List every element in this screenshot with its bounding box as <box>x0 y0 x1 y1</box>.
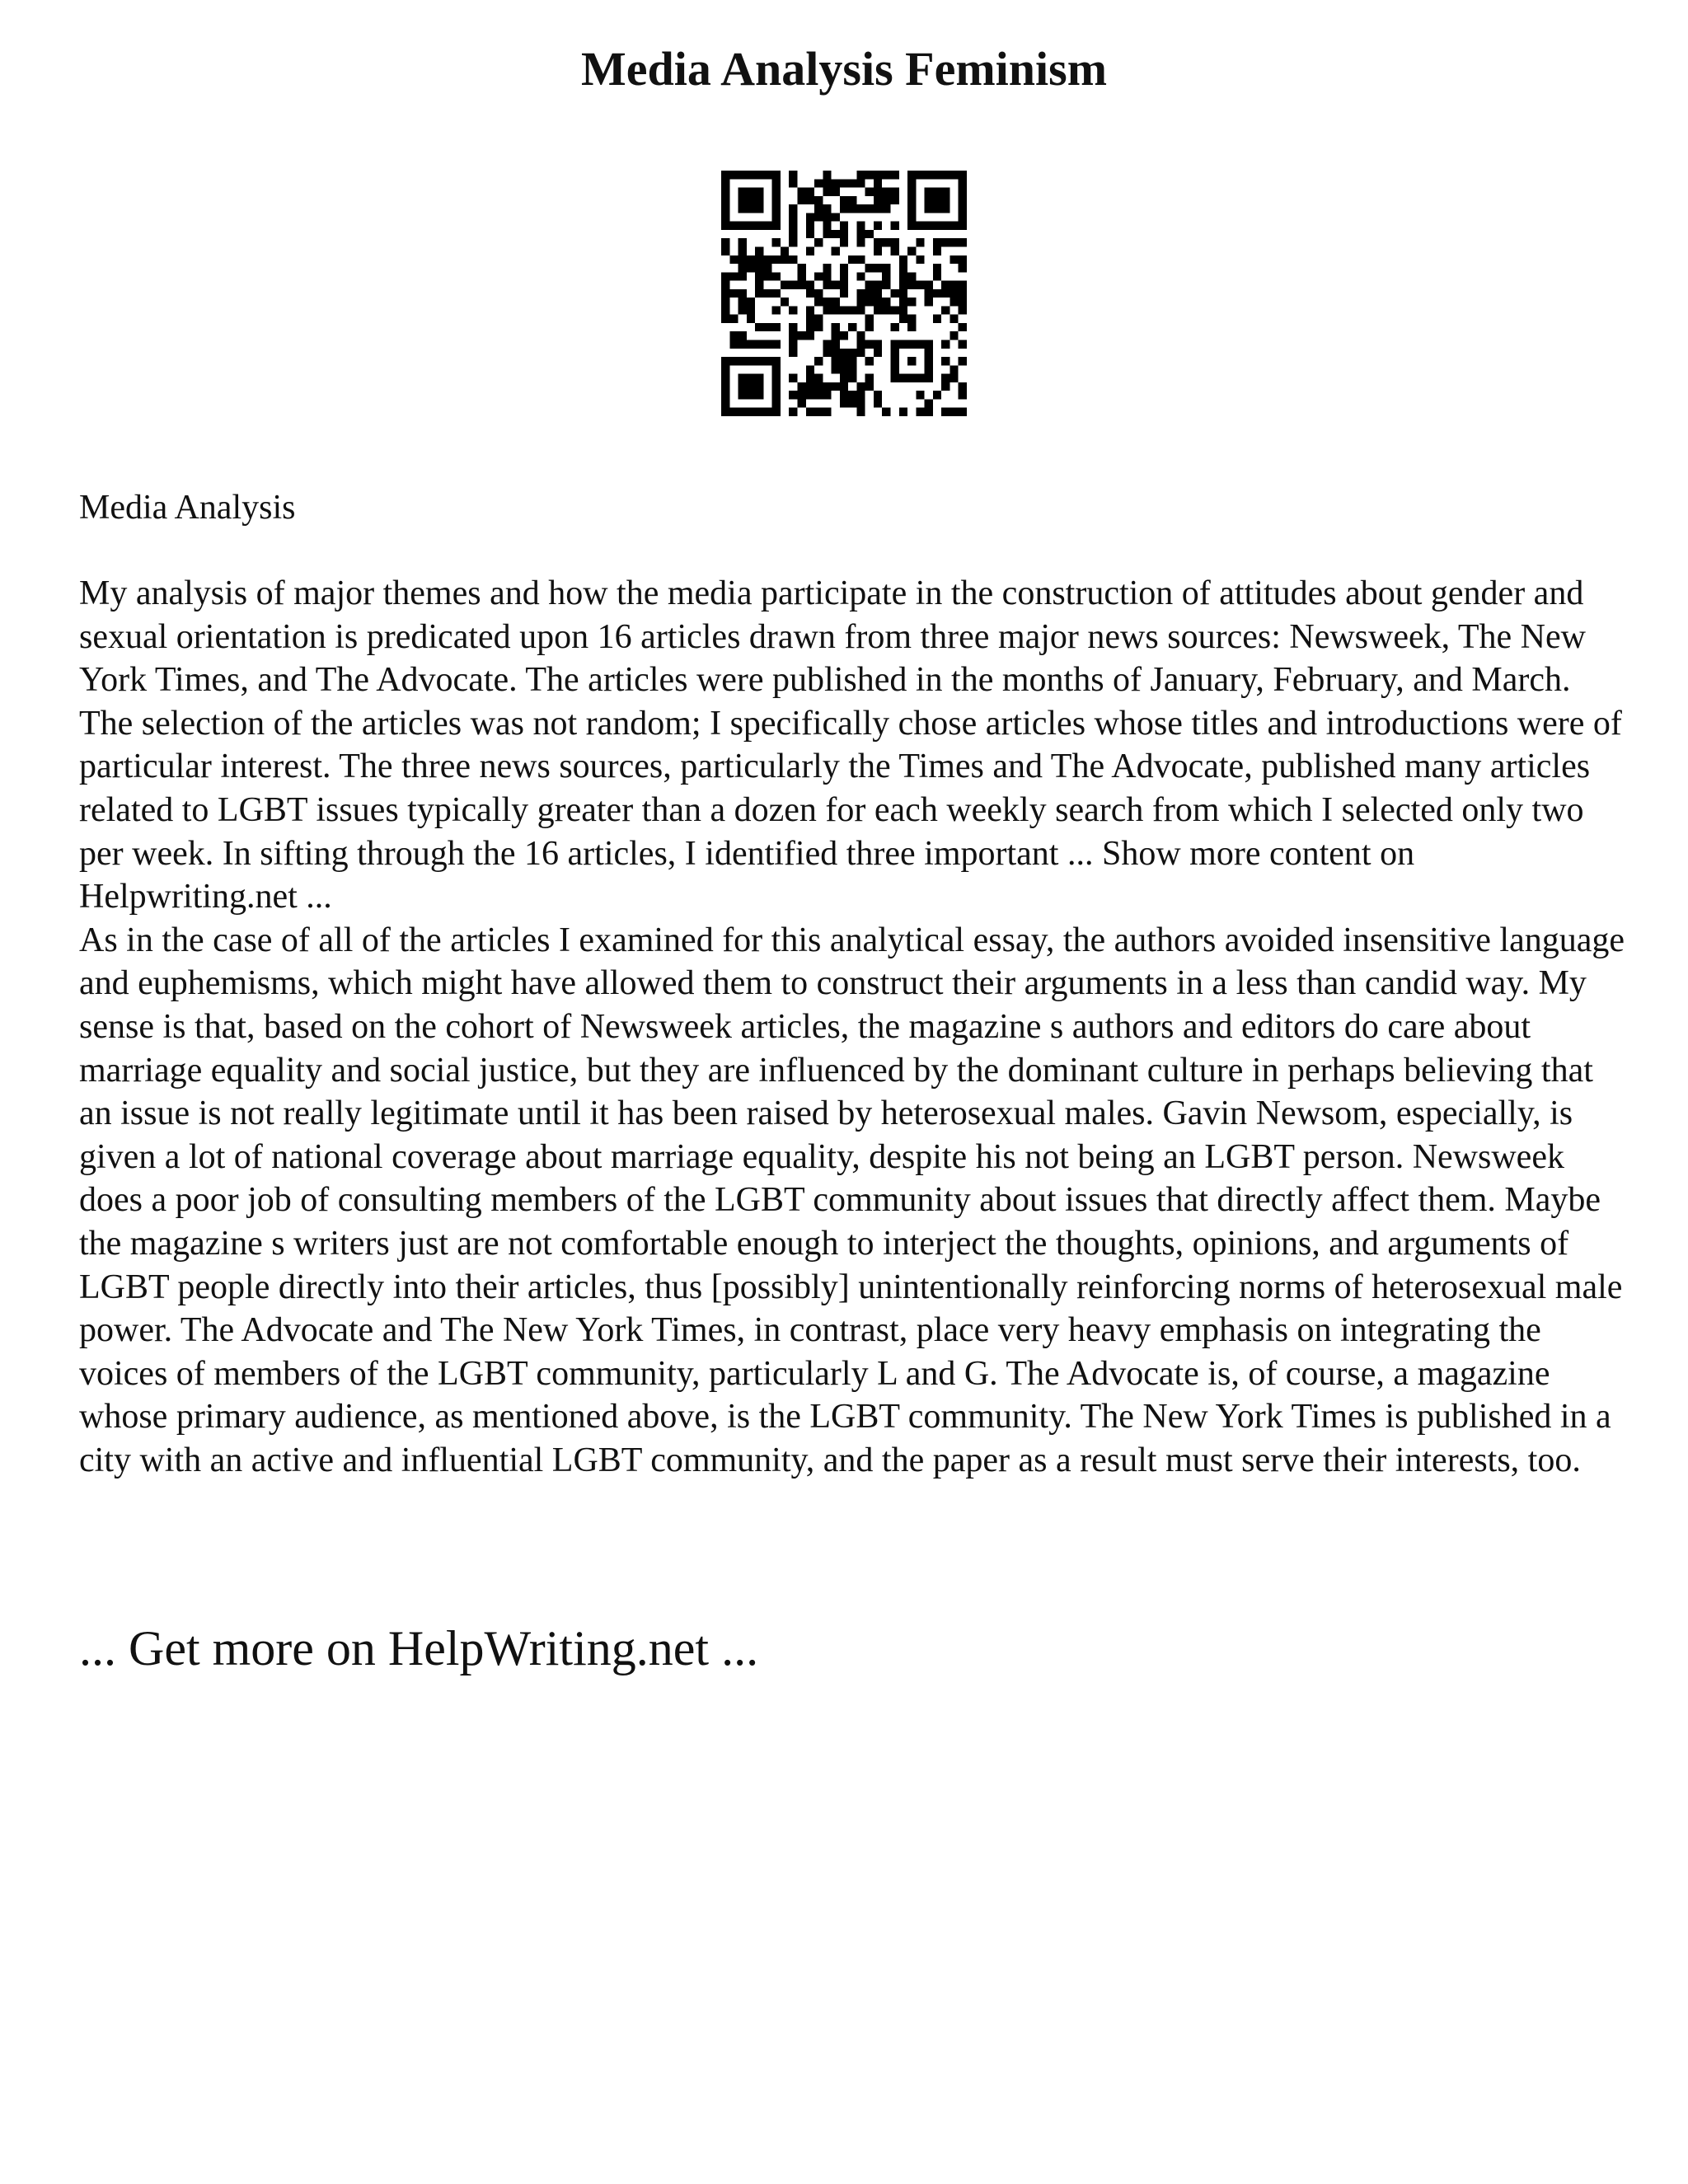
essay-body <box>79 572 1629 1482</box>
get-more-link[interactable]: ... Get more on HelpWriting.net ... <box>79 1621 759 1675</box>
qr-code-icon <box>721 171 967 416</box>
paragraph-2: As in the case of all of the articles I examined for this analytical essay, the authors avoided insensitive language and euphemisms, which might have allowed them to construct their arguments in a less than candid way. My sense is that, based on the cohort of Newsweek articles, the magazine s authors and editors do care about marriage equality and social justice, but they are influenced by the dominant culture in perhaps believing that an issue is not really legitimate until it has been raised by heterosexual males. Gavin Newsom, especially, is given a lot of national coverage about marriage equality, despite his not being an LGBT person. Newsweek does a poor job of consulting members of the LGBT community about issues that directly affect them. Maybe the magazine s writers just are not comfortable enough to interject the thoughts, opinions, and arguments of LGBT people directly into their articles, thus [possibly] unintentionally reinforcing norms of heterosexual male power. The Advocate and The New York Times, in contrast, place very heavy emphasis on integrating the voices of members of the LGBT community, particularly L and G. The Advocate is, of course, a magazine whose primary audience, as mentioned above, is the LGBT community. The New York Times is published in a city with an active and influential LGBT community, and the paper as a result must serve their interests, too. <box>79 921 1625 1479</box>
paragraph-1: My analysis of major themes and how the media participate in the construction of attitudes about gender and sexual orientation is predicated upon 16 articles drawn from three major news sources: Newsweek, The New York Times, and The Advocate. The articles were published in the months of January, February, and March. The selection of the articles was not random; I specifically chose articles whose titles and introductions were of particular interest. The three news sources, particularly the Times and The Advocate, published many articles related to LGBT issues typically greater than a dozen for each weekly search from which I selected only two per week. In sifting through the 16 articles, I identified three important ... Show more content on Helpwriting.net ... <box>79 574 1622 916</box>
section-heading: Media Analysis <box>79 489 296 527</box>
document-title: Media Analysis Feminism <box>580 42 1108 96</box>
